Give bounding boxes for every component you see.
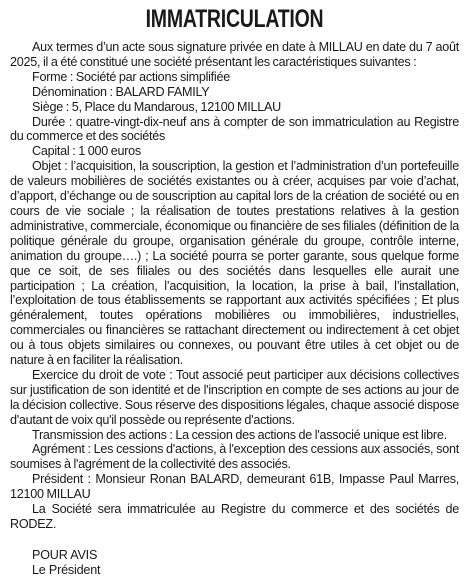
pour-avis: POUR AVIS (32, 547, 98, 562)
paragraph-immatriculation: La Société sera immatriculée au Registre du commerce et des sociétés de RODEZ. (10, 502, 459, 531)
notice-title: IMMATRICULATION (145, 5, 324, 33)
paragraph-objet: Objet : l’acquisition, la souscription, la gestion et l’administration d’un portefeuille de valeurs mobilières de sociétés existantes ou à créer, acquises par voie d’achat, d’apport, d’échange ou de souscription au capital lors de la création de société ou en cours de vie sociale ; la réalisation de toutes prestations relatives à la gestion administrative, commerciale, économique ou financière de ses filiales (définition de la politique générale du groupe, organisation générale du groupe, contrôle interne, animation du groupe….) ; La société pourra se porter garante, sous quelque forme que ce soit, de ses filiales ou des sociétés dans lesquelles elle aurait une participation ; La création, l’acquisition, la location, la prise à bail, l’installation, l’exploitation de tous établissements se rapportant aux activités spécifiées ; Et plus généralement, toutes opérations mobilières ou immobilières, industrielles, commerciales ou financières se rattachant directement ou indirectement à cet objet ou à tous objets similaires ou connexes, ou pouvant être utiles à cet objet ou de nature à en faciliter la réalisation. (10, 159, 459, 368)
paragraph-denomination: Dénomination : BALARD FAMILY (32, 84, 210, 99)
paragraph-droit-de-vote: Exercice du droit de vote : Tout associé peut participer aux décisions collectives sur justification de son identité et de l'inscription en compte de ses actions au jour de la décision collective. Sous réserve des dispositions légales, chaque associé dispose d'autant de voix qu'il possède ou représente d'actions. (10, 367, 459, 427)
closing-block (10, 548, 459, 578)
notice-body (10, 40, 459, 532)
paragraph-agrement: Agrément : Les cessions d'actions, à l'exception des cessions aux associés, sont soumises à l'agrément de la collectivité des associés. (10, 442, 459, 472)
paragraph-capital: Capital : 1 000 euros (32, 144, 141, 159)
signatory: Le Président (32, 562, 101, 577)
paragraph-forme: Forme : Société par actions simplifiée (32, 69, 230, 84)
paragraph-duree: Durée : quatre-vingt-dix-neuf ans à compter de son immatriculation au Registre du commerce et des sociétés (10, 114, 459, 144)
paragraph-president: Président : Monsieur Ronan BALARD, demeurant 61B, Impasse Paul Marres, 12100 MILLAU (10, 472, 459, 502)
paragraph-siege: Siège : 5, Place du Mandarous, 12100 MILLAU (32, 99, 281, 114)
paragraph-transmission: Transmission des actions : La cession des actions de l'associé unique est libre. (32, 427, 447, 442)
paragraph-intro: Aux termes d’un acte sous signature privée en date à MILLAU en date du 7 août 2025, il a été constitué une société présentant les caractéristiques suivantes : (10, 40, 459, 69)
spacer (10, 532, 459, 548)
